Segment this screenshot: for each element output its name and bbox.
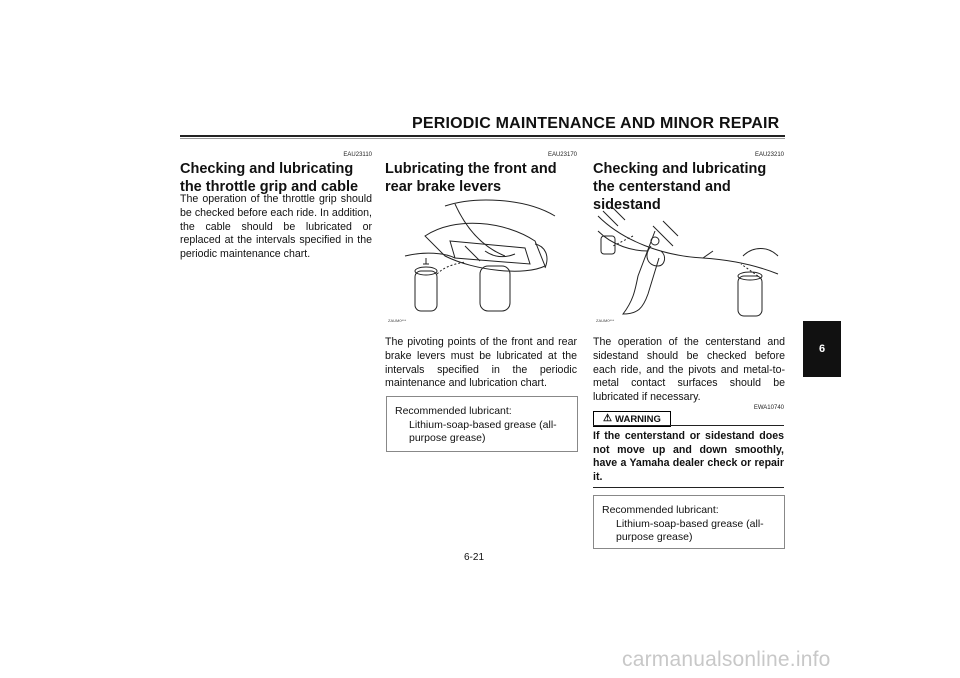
lubricant-title: Recommended lubricant: — [395, 405, 512, 417]
warning-rule-bottom — [593, 487, 784, 488]
lubricant-value: Lithium-soap-based grease (all-purpose grease) — [409, 418, 557, 444]
warning-label: WARNING — [615, 413, 661, 425]
lubricant-title: Recommended lubricant: — [602, 504, 719, 516]
col3-heading: Checking and lubricating the centerstand and sidestand — [593, 161, 767, 213]
illustration-code: ZAUM0*** — [596, 318, 615, 323]
chapter-tab: 6 — [803, 321, 841, 377]
lubricant-value: Lithium-soap-based grease (all-purpose grease) — [616, 517, 764, 543]
col1-body: The operation of the throttle grip should be checked before each ride. In addition, the cable should be lubricated or replaced at the intervals specified in the periodic maintenance chart. — [180, 193, 372, 261]
header-rule — [180, 135, 785, 137]
col3-section-code: EAU23210 — [754, 152, 784, 158]
warning-code: EWA10740 — [753, 405, 784, 411]
col3-lubricant-box — [593, 495, 785, 549]
footer-watermark: carmanualsonline.info — [622, 648, 831, 671]
col2-section-code: EAU23170 — [547, 152, 577, 158]
warning-rule-top — [593, 425, 784, 426]
brake-lever-drawing — [385, 196, 577, 326]
col1-section-code: EAU23110 — [343, 152, 372, 158]
col1-heading: Checking and lubricating the throttle grip and cable — [180, 161, 359, 195]
col2-lubricant-box — [386, 396, 578, 452]
stand-illustration — [593, 196, 785, 326]
warning-text: If the centerstand or sidestand does not move up and down smoothly, have a Yamaha dealer check or repair it. — [593, 430, 784, 483]
col2-heading: Lubricating the front and rear brake levers — [385, 161, 557, 195]
brake-lever-illustration — [385, 196, 577, 326]
page-number: 6-21 — [464, 552, 485, 563]
col3-body: The operation of the centerstand and sidestand should be checked before each ride, and the pivots and metal-to-metal contact surfaces should be lubricated if necessary. — [593, 336, 785, 404]
illustration-code: ZAUM0*** — [388, 318, 407, 323]
header-rule-thin — [180, 138, 785, 139]
page-header-title: PERIODIC MAINTENANCE AND MINOR REPAIR — [412, 115, 780, 132]
stand-drawing — [593, 196, 785, 326]
warning-triangle-icon: ⚠ — [603, 413, 613, 424]
col2-body: The pivoting points of the front and rear brake levers must be lubricated at the intervals specified in the periodic maintenance and lubrication chart. — [385, 336, 577, 390]
